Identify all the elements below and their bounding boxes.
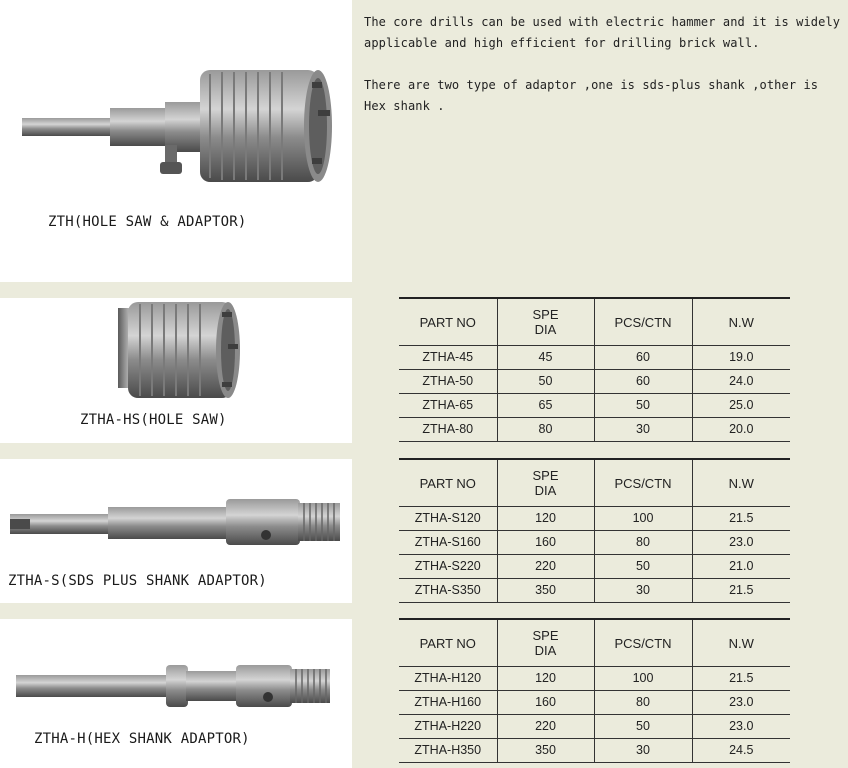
cell-part-no: ZTHA-45 — [399, 346, 497, 370]
cell-part-no: ZTHA-H120 — [399, 667, 497, 691]
cell-spe-dia: 45 — [497, 346, 594, 370]
cell-nw: 19.0 — [692, 346, 790, 370]
cell-pcs-ctn: 60 — [594, 370, 692, 394]
table-row — [399, 346, 790, 370]
table-row — [399, 715, 790, 739]
column-header-pcs-ctn: PCS/CTN — [594, 619, 692, 667]
column-header-nw: N.W — [692, 459, 790, 507]
table-row — [399, 667, 790, 691]
cell-pcs-ctn: 30 — [594, 579, 692, 603]
hole-saw-with-adaptor-image — [0, 0, 352, 282]
cell-pcs-ctn: 50 — [594, 394, 692, 418]
cell-nw: 21.5 — [692, 579, 790, 603]
table-row — [399, 691, 790, 715]
product-caption: ZTHA-S(SDS PLUS SHANK ADAPTOR) — [8, 573, 267, 589]
cell-pcs-ctn: 100 — [594, 507, 692, 531]
product-caption: ZTHA-HS(HOLE SAW) — [80, 412, 227, 428]
cell-spe-dia: 350 — [497, 579, 594, 603]
cell-part-no: ZTHA-S220 — [399, 555, 497, 579]
product-panel-ztha-s — [0, 459, 352, 603]
cell-spe-dia: 160 — [497, 691, 594, 715]
column-header-nw: N.W — [692, 298, 790, 346]
cell-spe-dia: 220 — [497, 715, 594, 739]
cell-spe-dia: 160 — [497, 531, 594, 555]
cell-spe-dia: 50 — [497, 370, 594, 394]
table-row — [399, 739, 790, 763]
column-header-part-no: PART NO — [399, 459, 497, 507]
product-panel-ztha-hs — [0, 298, 352, 443]
cell-part-no: ZTHA-H160 — [399, 691, 497, 715]
column-header-pcs-ctn: PCS/CTN — [594, 459, 692, 507]
table-row — [399, 394, 790, 418]
column-header-part-no: PART NO — [399, 298, 497, 346]
table-row — [399, 531, 790, 555]
table-row — [399, 579, 790, 603]
column-header-part-no: PART NO — [399, 619, 497, 667]
column-header-spe-dia: SPE DIA — [497, 298, 594, 346]
cell-pcs-ctn: 50 — [594, 555, 692, 579]
product-panel-ztha-h — [0, 619, 352, 768]
intro-text — [364, 12, 846, 138]
cell-part-no: ZTHA-65 — [399, 394, 497, 418]
spec-table-sds-shank — [399, 458, 790, 603]
cell-nw: 21.5 — [692, 507, 790, 531]
cell-nw: 21.5 — [692, 667, 790, 691]
cell-pcs-ctn: 30 — [594, 418, 692, 442]
cell-pcs-ctn: 50 — [594, 715, 692, 739]
intro-paragraph-core-drills: The core drills can be used with electric hammer and it is widely applicable and high efficient for drilling brick wall. — [364, 15, 841, 50]
cell-part-no: ZTHA-50 — [399, 370, 497, 394]
cell-pcs-ctn: 80 — [594, 531, 692, 555]
cell-part-no: ZTHA-S160 — [399, 531, 497, 555]
cell-part-no: ZTHA-H350 — [399, 739, 497, 763]
cell-nw: 25.0 — [692, 394, 790, 418]
column-header-spe-dia: SPE DIA — [497, 459, 594, 507]
cell-part-no: ZTHA-H220 — [399, 715, 497, 739]
cell-part-no: ZTHA-S350 — [399, 579, 497, 603]
cell-pcs-ctn: 80 — [594, 691, 692, 715]
cell-spe-dia: 120 — [497, 507, 594, 531]
table-row — [399, 418, 790, 442]
cell-pcs-ctn: 100 — [594, 667, 692, 691]
spec-table-hole-saw — [399, 297, 790, 442]
column-header-nw: N.W — [692, 619, 790, 667]
cell-nw: 23.0 — [692, 715, 790, 739]
cell-pcs-ctn: 60 — [594, 346, 692, 370]
column-header-pcs-ctn: PCS/CTN — [594, 298, 692, 346]
cell-spe-dia: 120 — [497, 667, 594, 691]
cell-nw: 24.0 — [692, 370, 790, 394]
cell-nw: 23.0 — [692, 531, 790, 555]
table-row — [399, 555, 790, 579]
cell-nw: 20.0 — [692, 418, 790, 442]
cell-part-no: ZTHA-80 — [399, 418, 497, 442]
cell-spe-dia: 65 — [497, 394, 594, 418]
cell-nw: 24.5 — [692, 739, 790, 763]
cell-pcs-ctn: 30 — [594, 739, 692, 763]
cell-part-no: ZTHA-S120 — [399, 507, 497, 531]
column-header-spe-dia: SPE DIA — [497, 619, 594, 667]
product-caption: ZTH(HOLE SAW & ADAPTOR) — [48, 214, 247, 230]
spec-table-hex-shank — [399, 618, 790, 763]
cell-nw: 21.0 — [692, 555, 790, 579]
cell-nw: 23.0 — [692, 691, 790, 715]
product-caption: ZTHA-H(HEX SHANK ADAPTOR) — [34, 731, 250, 747]
cell-spe-dia: 80 — [497, 418, 594, 442]
intro-paragraph-adaptors: There are two type of adaptor ,one is sds-plus shank ,other is Hex shank . — [364, 78, 819, 113]
product-panel-zth — [0, 0, 352, 282]
table-row — [399, 370, 790, 394]
table-row — [399, 507, 790, 531]
cell-spe-dia: 220 — [497, 555, 594, 579]
cell-spe-dia: 350 — [497, 739, 594, 763]
